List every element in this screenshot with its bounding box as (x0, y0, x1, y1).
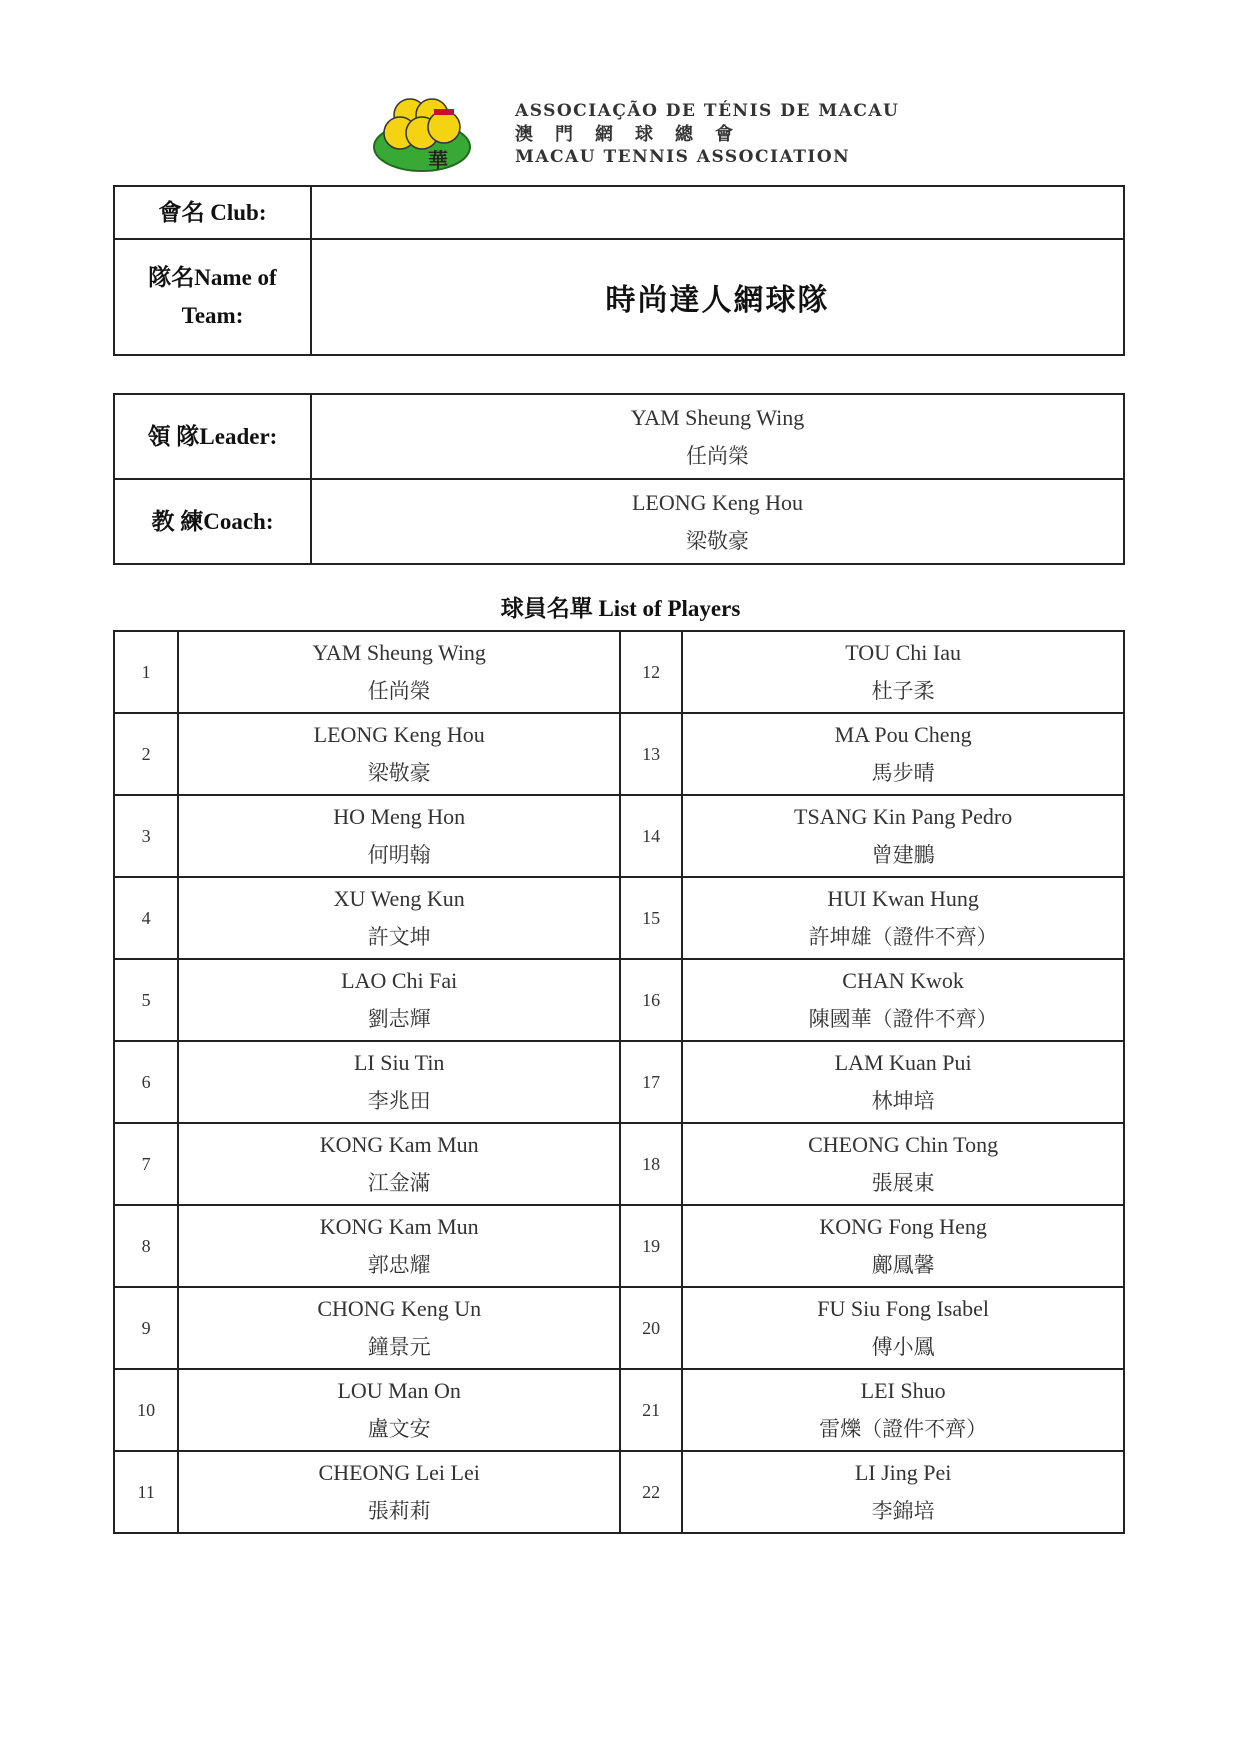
player-name-zh: 馬步晴 (871, 761, 935, 785)
player-name (178, 631, 620, 713)
table-row (114, 1451, 1124, 1533)
player-name-en: CHEONG Chin Tong (808, 1132, 999, 1157)
player-number: 17 (620, 1041, 682, 1123)
table-row (114, 1369, 1124, 1451)
club-value (311, 186, 1124, 239)
player-number: 15 (620, 877, 682, 959)
player-name-en: MA Pou Cheng (834, 722, 972, 747)
player-number: 12 (620, 631, 682, 713)
player-name (682, 1205, 1124, 1287)
table-row (114, 1123, 1124, 1205)
player-name (178, 1205, 620, 1287)
player-name-zh: 何明翰 (367, 843, 431, 867)
player-name-zh: 張莉莉 (367, 1499, 431, 1523)
player-name (178, 1287, 620, 1369)
player-name-zh: 李兆田 (367, 1089, 431, 1113)
players-table (113, 630, 1125, 1534)
player-name-en: FU Siu Fong Isabel (817, 1296, 989, 1321)
player-name-zh: 鄺鳳馨 (871, 1253, 935, 1277)
player-name-en: KONG Kam Mun (319, 1214, 479, 1239)
player-name-zh: 劉志輝 (367, 1007, 431, 1031)
table-row (114, 631, 1124, 713)
association-name-zh: 澳門網球總會 (515, 124, 755, 145)
player-name (682, 1123, 1124, 1205)
player-name (682, 631, 1124, 713)
staff-table (113, 393, 1125, 565)
player-name-en: CHEONG Lei Lei (318, 1460, 480, 1485)
table-row (114, 795, 1124, 877)
player-name (682, 1041, 1124, 1123)
player-name-en: KONG Fong Heng (819, 1214, 987, 1239)
player-name-en: LAO Chi Fai (341, 968, 458, 993)
team-label-line1: 隊名Name of (148, 265, 277, 290)
player-name-zh: 郭忠耀 (367, 1253, 431, 1277)
player-name-zh: 梁敬豪 (367, 761, 431, 785)
player-name (682, 877, 1124, 959)
association-name (515, 100, 900, 169)
player-name-en: LAM Kuan Pui (834, 1050, 972, 1075)
association-name-en: MACAU TENNIS ASSOCIATION (515, 147, 851, 167)
team-name: 時尚達人網球隊 (311, 239, 1124, 355)
player-name-en: CHONG Keng Un (317, 1296, 482, 1321)
player-number: 20 (620, 1287, 682, 1369)
table-row (114, 1287, 1124, 1369)
player-name-en: XU Weng Kun (333, 886, 465, 911)
player-number: 8 (114, 1205, 178, 1287)
player-name (178, 795, 620, 877)
player-number: 19 (620, 1205, 682, 1287)
leader-label: 領 隊Leader: (114, 394, 311, 479)
player-name-zh: 李錦培 (871, 1499, 935, 1523)
player-name (178, 713, 620, 795)
players-list-title: 球員名單 List of Players (500, 596, 741, 621)
player-name-zh: 傅小鳳 (871, 1335, 935, 1359)
player-name (682, 1369, 1124, 1451)
player-name-zh: 杜子柔 (871, 679, 935, 703)
team-label (114, 239, 311, 355)
table-row (114, 959, 1124, 1041)
player-name-en: YAM Sheung Wing (312, 640, 486, 665)
player-name-zh: 林坤培 (871, 1089, 935, 1113)
leader-name-zh: 任尚榮 (686, 443, 749, 468)
player-name-zh: 雷爍（證件不齊） (819, 1417, 988, 1441)
player-number: 22 (620, 1451, 682, 1533)
player-number: 7 (114, 1123, 178, 1205)
leader-value (311, 394, 1124, 479)
player-number: 2 (114, 713, 178, 795)
table-row (114, 1205, 1124, 1287)
player-number: 5 (114, 959, 178, 1041)
player-number: 13 (620, 713, 682, 795)
tennis-association-logo (370, 95, 480, 175)
player-name-zh: 盧文安 (367, 1417, 431, 1441)
player-name (178, 959, 620, 1041)
player-name-zh: 陳國華（證件不齊） (808, 1007, 998, 1031)
player-number: 4 (114, 877, 178, 959)
table-row (114, 1041, 1124, 1123)
player-name-zh: 許坤雄（證件不齊） (808, 925, 998, 949)
player-name-en: HUI Kwan Hung (827, 886, 979, 911)
player-name (178, 1123, 620, 1205)
player-name-en: HO Meng Hon (333, 804, 466, 829)
player-name-en: LEONG Keng Hou (313, 722, 485, 747)
coach-label: 教 練Coach: (114, 479, 311, 564)
team-label-line2: Team: (181, 303, 244, 328)
player-name (178, 1369, 620, 1451)
player-number: 1 (114, 631, 178, 713)
coach-name-zh: 梁敬豪 (686, 528, 749, 553)
player-number: 18 (620, 1123, 682, 1205)
player-number: 10 (114, 1369, 178, 1451)
player-number: 14 (620, 795, 682, 877)
player-name-zh: 曾建鵬 (871, 843, 935, 867)
player-name (682, 713, 1124, 795)
player-name-en: LI Jing Pei (854, 1460, 952, 1485)
player-number: 21 (620, 1369, 682, 1451)
player-name (682, 1451, 1124, 1533)
player-name (178, 1041, 620, 1123)
player-number: 3 (114, 795, 178, 877)
player-number: 9 (114, 1287, 178, 1369)
club-team-table (113, 185, 1125, 356)
coach-value (311, 479, 1124, 564)
player-name (682, 1287, 1124, 1369)
player-name-en: TSANG Kin Pang Pedro (794, 804, 1013, 829)
player-name-en: TOU Chi Iau (845, 640, 961, 665)
player-number: 16 (620, 959, 682, 1041)
player-name-zh: 許文坤 (367, 925, 431, 949)
table-row (114, 713, 1124, 795)
coach-name-en: LEONG Keng Hou (631, 489, 804, 515)
player-name (682, 959, 1124, 1041)
association-name-pt: ASSOCIAÇÃO DE TÉNIS DE MACAU (515, 101, 900, 121)
player-number: 11 (114, 1451, 178, 1533)
player-name (682, 795, 1124, 877)
association-header (370, 95, 900, 175)
leader-name-en: YAM Sheung Wing (630, 404, 805, 430)
player-name-en: KONG Kam Mun (319, 1132, 479, 1157)
player-name (178, 877, 620, 959)
player-number: 6 (114, 1041, 178, 1123)
club-label: 會名 Club: (114, 186, 311, 239)
player-name-en: LOU Man On (337, 1378, 461, 1403)
table-row (114, 877, 1124, 959)
player-name-zh: 任尚榮 (367, 679, 431, 703)
player-name-zh: 張展東 (871, 1171, 935, 1195)
player-name (178, 1451, 620, 1533)
player-name-en: LEI Shuo (860, 1378, 946, 1403)
player-name-en: CHAN Kwok (842, 968, 964, 993)
player-name-en: LI Siu Tin (353, 1050, 445, 1075)
player-name-zh: 鐘景元 (367, 1335, 431, 1359)
player-name-zh: 江金滿 (367, 1171, 431, 1195)
svg-text:華: 華 (428, 148, 448, 172)
